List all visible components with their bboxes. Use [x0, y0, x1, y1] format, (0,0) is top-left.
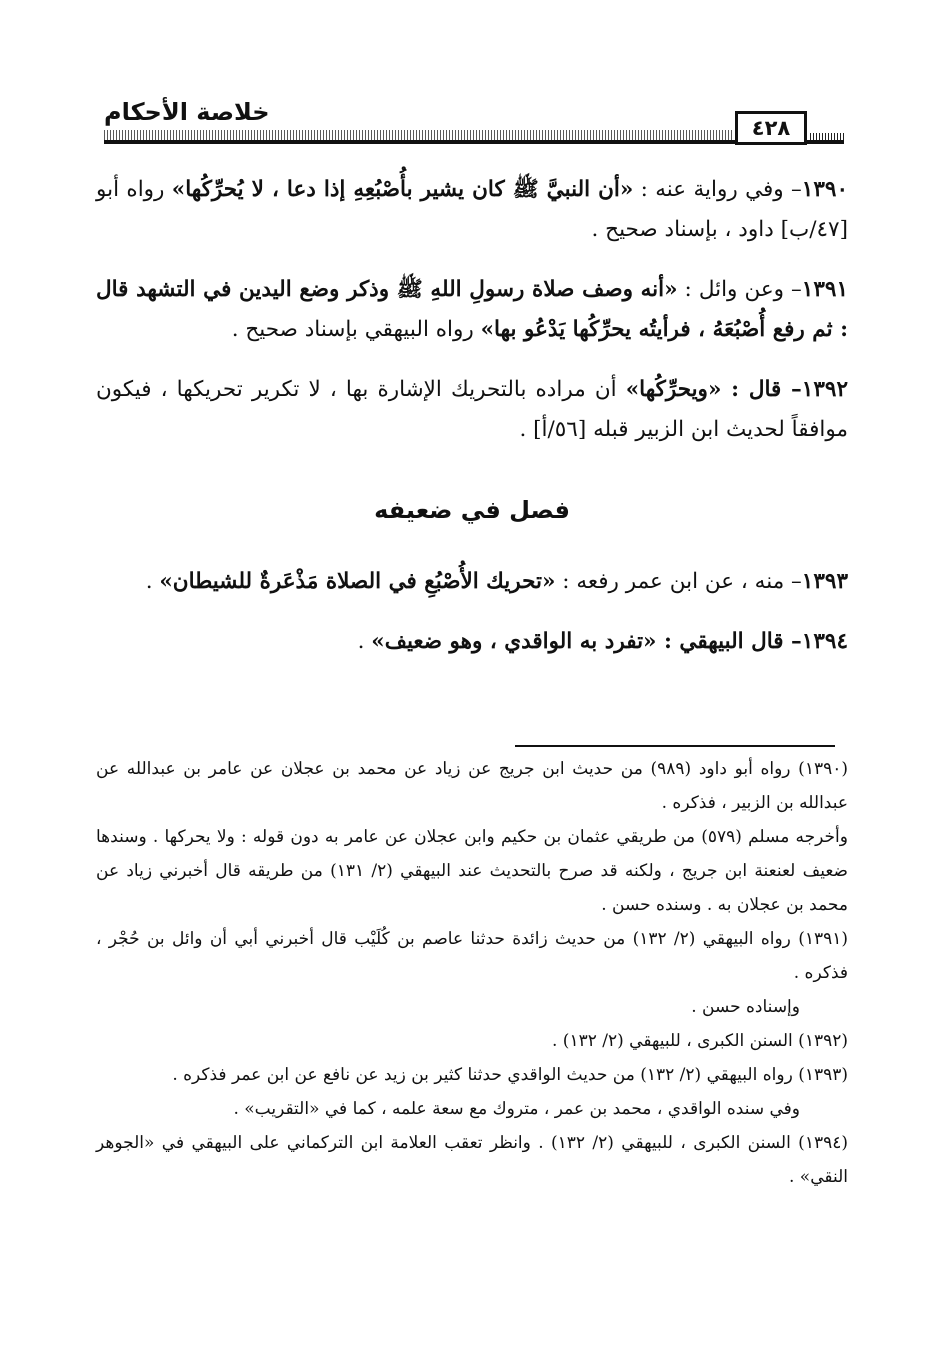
footnote-1390: (١٣٩٠) رواه أبو داود (٩٨٩) من حديث ابن جريج عن زياد عن محمد بن عجلان عن عامر بن عبدالله عن عبدالله بن الزبير ، فذكره .	[96, 759, 848, 813]
hadith-lead: – وعن وائل :	[677, 277, 802, 302]
hadith-quote: «تفرد به الواقدي ، وهو ضعيف»	[371, 629, 657, 654]
footnote-separator	[515, 745, 835, 747]
hadith-1391	[96, 270, 848, 350]
footnote-1392: (١٣٩٢) السنن الكبرى ، للبيهقي (٢/ ١٣٢) .	[551, 1031, 848, 1051]
hadith-lead: – قال :	[721, 377, 802, 402]
main-text	[96, 170, 848, 682]
footnote-1391-continued: وإسناده حسن .	[691, 997, 800, 1017]
hadith-number: ١٣٩٢	[801, 377, 848, 402]
hadith-tail: رواه البيهقي بإسناد صحيح .	[231, 317, 481, 342]
hadith-number: ١٣٩٤	[801, 629, 848, 654]
hadith-number: ١٣٩١	[801, 277, 848, 302]
hadith-number: ١٣٩٣	[801, 569, 848, 594]
hadith-1392	[96, 370, 848, 450]
hadith-quote: «أن النبيَّ ﷺ كان يشير بأُصْبُعِهِ إذا دعا ، لا يُحرِّكُها»	[171, 177, 634, 202]
hadith-1390	[96, 170, 848, 250]
hadith-lead: – منه ، عن ابن عمر رفعه :	[555, 569, 802, 594]
hadith-1393	[96, 562, 848, 602]
hadith-tail: .	[357, 629, 372, 654]
page-number: ٤٢٨	[735, 111, 807, 145]
hadith-quote: «ويحرِّكُها»	[625, 377, 722, 402]
hadith-quote: «أنه وصف صلاة رسولِ اللهِ ﷺ وذكر وضع اليدين في التشهد قال : ثم رفع أُصْبُعَهُ ، فرأيتُه يحرِّكُها يَدْعُو بها»	[96, 277, 848, 342]
hadith-quote: «تحريك الأُصْبُعِ في الصلاة مَذْعَرةٌ للشيطان»	[159, 569, 556, 594]
hadith-tail: .	[145, 569, 160, 594]
section-heading: فصل في ضعيفه	[374, 496, 570, 524]
running-header-title: خلاصة الأحكام	[104, 98, 270, 126]
hadith-tail: رواه أبو [٤٧/ب] داود ، بإسناد صحيح .	[96, 177, 848, 242]
hadith-lead: – وفي رواية عنه :	[633, 177, 802, 202]
hadith-1394	[96, 622, 848, 662]
hadith-number: ١٣٩٠	[801, 177, 848, 202]
footnote-1394: (١٣٩٤) السنن الكبرى ، للبيهقي (٢/ ١٣٢) . وانظر تعقب العلامة ابن التركماني على البيهقي في «الجوهر النقي» .	[96, 1133, 848, 1187]
footnotes	[96, 752, 848, 1194]
hadith-tail: أن مراده بالتحريك الإشارة بها ، لا تكرير تحريكها ، فيكون موافقاً لحديث ابن الزبير قبله [٥٦/أ] .	[96, 377, 848, 442]
footnote-1393-continued: وفي سنده الواقدي ، محمد بن عمر ، متروك مع سعة علمه ، كما في «التقريب» .	[233, 1099, 800, 1119]
footnote-1390-continued: وأخرجه مسلم (٥٧٩) من طريقي عثمان بن حكيم وابن عجلان عن عامر به دون قوله : ولا يحركها . وسندها ضعيف لعنعنة ابن جريج ، ولكنه قد صرح بالتحديث عند البيهقي (٢/ ١٣١) من طريقه قال أخبرني زياد عن محمد بن عجلان به . وسنده حسن .	[96, 827, 848, 915]
footnote-1393: (١٣٩٣) رواه البيهقي (٢/ ١٣٢) من حديث الواقدي حدثنا كثير بن زيد عن نافع عن ابن عمر فذكره .	[172, 1065, 848, 1085]
header-small-rule	[810, 133, 844, 140]
footnote-1391: (١٣٩١) رواه البيهقي (٢/ ١٣٢) من حديث زائدة حدثنا عاصم بن كُلَيْب قال أخبرني أبي أن وائل بن حُجْر ، فذكره .	[96, 929, 848, 983]
header-solid-rule	[104, 140, 844, 144]
hadith-lead: – قال البيهقي :	[656, 629, 802, 654]
